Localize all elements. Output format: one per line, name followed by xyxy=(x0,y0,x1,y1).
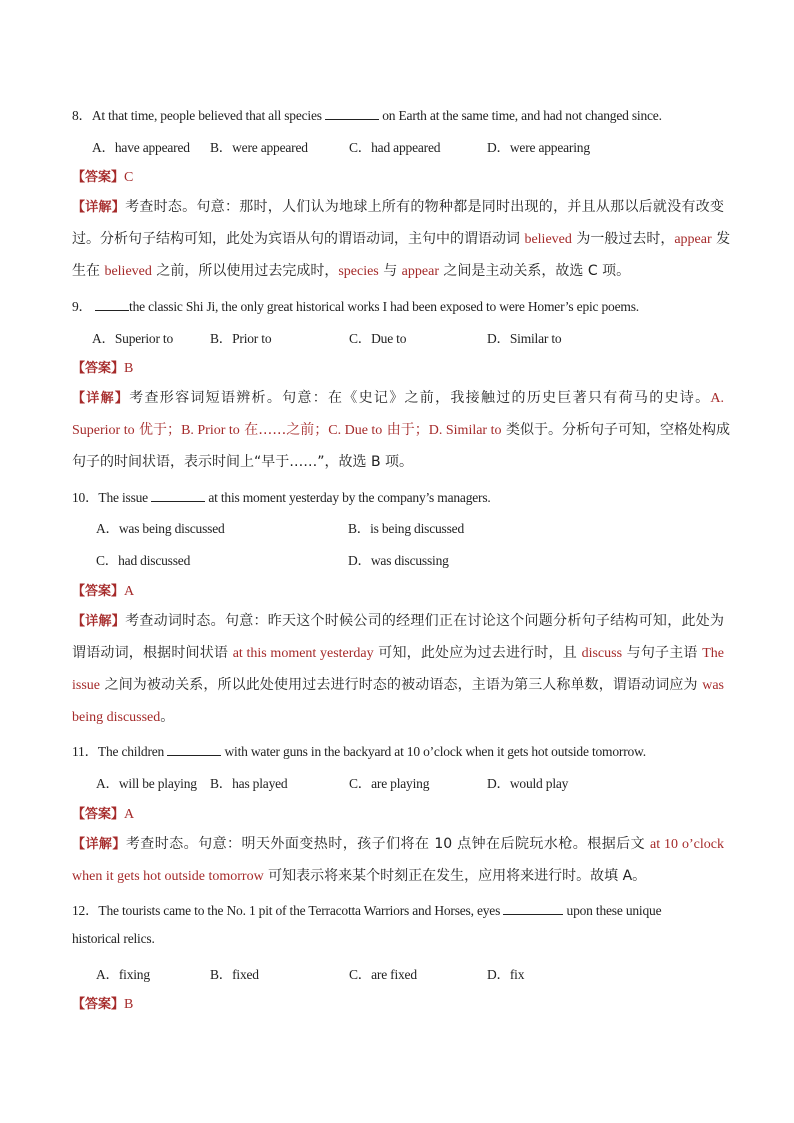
option-d: D．would play xyxy=(487,776,569,791)
answer-blank xyxy=(95,298,129,311)
answer-label: 【答案】 xyxy=(72,584,125,599)
question-text: At that time, people believed that all species xyxy=(91,108,322,123)
detail-label: 【详解】 xyxy=(72,837,126,852)
detail-block xyxy=(72,828,724,892)
answer-label: 【答案】 xyxy=(72,361,125,376)
option-a: A．have appeared xyxy=(92,140,190,155)
question-text: The issue xyxy=(98,490,148,505)
question-12-continuation: historical relics. xyxy=(72,931,155,946)
detail-line: 【详解】考查动词时态。句意：昨天这个时候公司的经理们正在讨论这个问题分析句子结构可知，此处为 xyxy=(72,613,724,629)
answer-value: C xyxy=(124,170,134,185)
answer-blank xyxy=(167,743,221,756)
option-d: D．was discussing xyxy=(348,553,449,568)
question-text: the classic Shi Ji, the only great historical works I had been exposed to were Homer’s epic poems. xyxy=(129,299,639,314)
option-b: B．fixed xyxy=(210,967,259,982)
option-b: B．has played xyxy=(210,776,288,791)
option-c: C．are fixed xyxy=(349,967,417,982)
option-c: C．had appeared xyxy=(349,140,441,155)
option-b: B．were appeared xyxy=(210,140,308,155)
option-b: B．is being discussed xyxy=(348,521,464,536)
question-number: 9． xyxy=(72,299,92,314)
detail-line: 谓语动词，根据时间状语 at this moment yesterday 可知，此处应为过去进行时，且 discuss 与句子主语 The xyxy=(72,645,725,661)
question-number: 12． xyxy=(72,903,99,918)
answer-line xyxy=(72,357,133,377)
detail-line: 生在 believed 之前，所以使用过去完成时，species 与 appear 之间是主动关系，故选 C 项。 xyxy=(72,263,631,279)
answer-value: B xyxy=(124,997,134,1012)
answer-line xyxy=(72,993,133,1013)
detail-block xyxy=(72,191,731,287)
detail-line: being discussed。 xyxy=(72,709,175,725)
question-number: 11． xyxy=(72,744,98,759)
question-number: 10． xyxy=(72,490,99,505)
option-a: A．will be playing xyxy=(96,776,197,791)
option-a: A．Superior to xyxy=(92,331,174,346)
answer-blank xyxy=(503,902,563,915)
option-d: D．Similar to xyxy=(487,331,562,346)
question-text: with water guns in the backyard at 10 o’clock when it gets hot outside tomorrow. xyxy=(224,744,646,759)
detail-block xyxy=(72,605,724,733)
question-10 xyxy=(72,486,491,506)
question-text: The children xyxy=(97,744,165,759)
detail-label: 【详解】 xyxy=(72,391,130,406)
question-12 xyxy=(72,899,661,919)
answer-value: B xyxy=(124,361,134,376)
answer-label: 【答案】 xyxy=(72,997,125,1012)
question-text: on Earth at the same time, and had not changed since. xyxy=(382,108,662,123)
question-text: upon these unique xyxy=(566,903,662,918)
answer-value: A xyxy=(124,807,135,822)
answer-value: A xyxy=(124,584,135,599)
option-b: B．Prior to xyxy=(210,331,272,346)
answer-label: 【答案】 xyxy=(72,807,125,822)
question-11 xyxy=(72,740,646,760)
detail-block xyxy=(72,382,730,478)
detail-line: 【详解】考查形容词短语辨析。句意：在《史记》之前，我接触过的历史巨著只有荷马的史诗。A. xyxy=(72,390,724,406)
answer-line xyxy=(72,166,133,186)
question-text: at this moment yesterday by the company’s managers. xyxy=(208,490,491,505)
question-8 xyxy=(72,104,662,124)
answer-line xyxy=(72,580,134,600)
answer-label: 【答案】 xyxy=(72,170,125,185)
detail-line: issue 之间为被动关系，所以此处使用过去进行时态的被动语态，主语为第三人称单数，谓语动词应为 was xyxy=(72,677,724,693)
option-a: A．fixing xyxy=(96,967,150,982)
answer-blank xyxy=(325,107,379,120)
option-d: D．fix xyxy=(487,967,525,982)
detail-line: Superior to 优于；B. Prior to 在……之前；C. Due to 由于；D. Similar to 类似于。分析句子可知，空格处构成 xyxy=(72,422,730,438)
detail-line: 【详解】考查时态。句意：明天外面变热时，孩子们将在 10 点钟在后院玩水枪。根据后文 at 10 o’clock xyxy=(72,836,724,852)
detail-line: 【详解】考查时态。句意：那时，人们认为地球上所有的物种都是同时出现的，并且从那以后就没有改变 xyxy=(72,199,724,215)
option-d: D．were appearing xyxy=(487,140,590,155)
answer-line xyxy=(72,803,134,823)
option-c: C．are playing xyxy=(349,776,430,791)
question-text: The tourists came to the No. 1 pit of the Terracotta Warriors and Horses, eyes xyxy=(98,903,501,918)
detail-line: when it gets hot outside tomorrow 可知表示将来某个时刻正在发生，应用将来进行时。故填 A。 xyxy=(72,868,647,884)
option-c: C．had discussed xyxy=(96,553,191,568)
detail-label: 【详解】 xyxy=(72,614,126,629)
question-9 xyxy=(72,295,639,315)
option-c: C．Due to xyxy=(349,331,407,346)
detail-line: 句子的时间状语，表示时间上“早于……”，故选 B 项。 xyxy=(72,454,414,470)
question-number: 8． xyxy=(72,108,92,123)
detail-line: 过。分析句子结构可知，此处为宾语从句的谓语动词，主句中的谓语动词 believed 为一般过去时，appear 发 xyxy=(72,231,731,247)
detail-label: 【详解】 xyxy=(72,200,126,215)
answer-blank xyxy=(151,489,205,502)
option-a: A．was being discussed xyxy=(96,521,225,536)
